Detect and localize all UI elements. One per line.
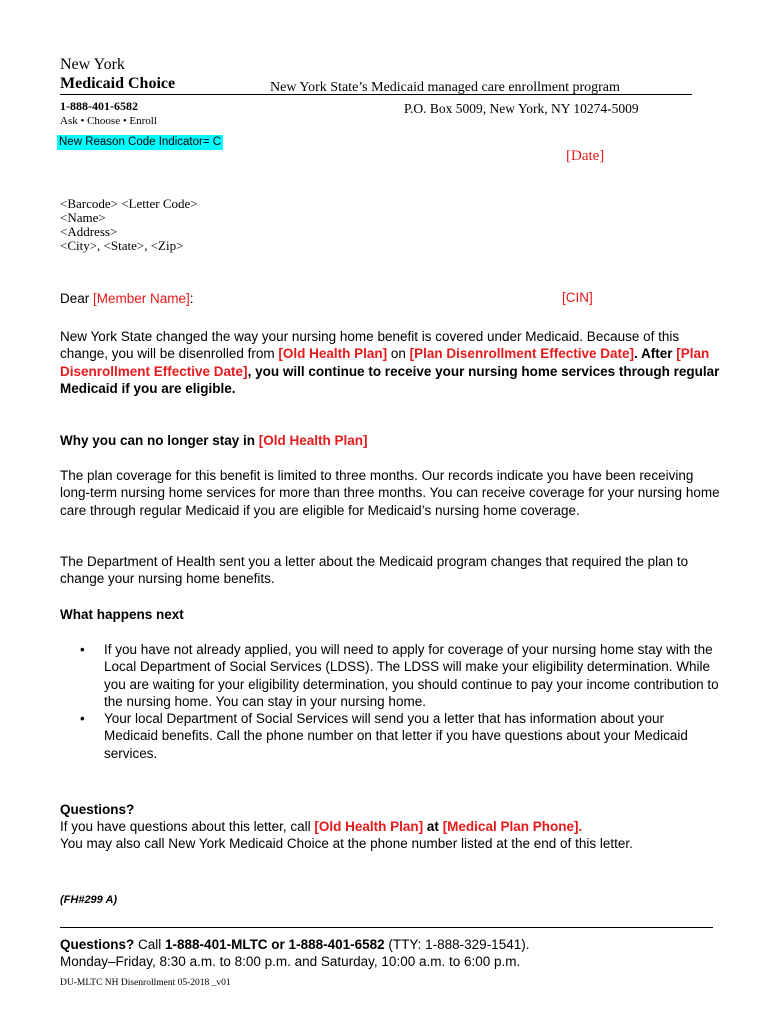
header-phone: 1-888-401-6582 [60,99,138,113]
para1-text2: on [387,346,410,362]
footer-contact [60,936,720,971]
mailing-address: P.O. Box 5009, New York, NY 10274-5009 [404,101,639,116]
questions-paragraph [60,818,720,853]
list-item [60,641,720,710]
footer-divider [60,927,713,928]
bullet-icon: • [80,642,85,657]
questions-heading: Questions? [60,802,135,817]
footer-phone-numbers: 1-888-401-MLTC or 1-888-401-6582 [165,937,385,952]
footer-hours: Monday–Friday, 8:30 a.m. to 8:00 p.m. and Saturday, 10:00 a.m. to 6:00 p.m. [60,954,521,970]
next-steps-heading: What happens next [60,607,184,622]
disenrollment-paragraph [60,328,720,397]
department-letter-paragraph: The Department of Health sent you a letter about the Medicaid program changes that required the plan to change your nursing home benefits. [60,554,689,587]
letter-date: [Date] [566,148,605,164]
para1-text1: New York State changed the way your nursing home benefit is covered under Medicaid. Because of this change, you will be disenrolled from [60,329,680,362]
address-line-city: <City>, <State>, <Zip> [60,238,184,253]
footer-call-text: Call [134,937,166,952]
list-item-text: Your local Department of Social Services will send you a letter that has information about your Medicaid benefits. Call the phone number on that letter if you have questions about your Medicaid services. [104,711,688,761]
brand-name-line2: Medicaid Choice [60,75,176,92]
program-description: New York State’s Medicaid managed care enrollment program [270,80,620,95]
document-code: DU-MLTC NH Disenrollment 05-2018 _v01 [60,978,231,988]
old-health-plan-field: [Old Health Plan] [278,346,388,362]
questions-text1: If you have questions about this letter, call [60,819,315,834]
plan-phone-field: [Medical Plan Phone]. [442,819,583,834]
effective-date-field: [Plan Disenrollment Effective Date] [60,346,710,379]
questions-text2: You may also call New York Medicaid Choice at the phone number listed at the end of this letter. [60,836,633,852]
header-tagline: Ask • Choose • Enroll [60,115,157,127]
greeting-colon: : [189,291,194,306]
why-heading [60,432,720,449]
questions-at: at [423,819,443,834]
effective-date-field: [Plan Disenrollment Effective Date] [409,346,634,362]
footer-tty: (TTY: 1-888-329-1541). [384,937,530,952]
member-name-field: [Member Name] [93,291,190,306]
address-line-name: <Name> [60,210,106,225]
para1-text4: , you will continue to receive your nursing home services through regular Medicaid if you are eligible. [60,363,720,396]
reason-code-indicator: New Reason Code Indicator= C [59,136,222,148]
address-line-street: <Address> [60,224,118,239]
footer-questions-label: Questions? [60,937,135,952]
greeting-dear: Dear [60,291,94,306]
brand-name-line1: New York [60,56,125,73]
next-steps-list [60,641,720,762]
old-health-plan-field: [Old Health Plan] [314,819,424,834]
bullet-icon: • [80,711,85,727]
list-item [60,710,720,762]
old-health-plan-field: [Old Health Plan] [258,433,368,448]
list-item-text: If you have not already applied, you will need to apply for coverage of your nursing home stay with the Local Department of Social Services (LDSS). The LDSS will make your eligibility determination. While you are waiting for your eligibility determination, you should continue to pay your income contribution to the nursing home. You can stay in your nursing home. [104,642,719,709]
address-line-barcode: <Barcode> <Letter Code> [60,196,198,211]
coverage-limit-paragraph: The plan coverage for this benefit is limited to three months. Our records indicate you have been receiving long-term nursing home services for more than three months. You can receive coverage for your nursing home care through regular Medicaid if you are eligible for Medicaid’s nursing home coverage. [60,468,720,518]
para1-text3: . After [633,346,677,362]
greeting [60,290,720,307]
cin-field: [CIN] [562,290,593,305]
why-heading-label: Why you can no longer stay in [60,433,259,448]
form-code: (FH#299 A) [60,894,118,906]
